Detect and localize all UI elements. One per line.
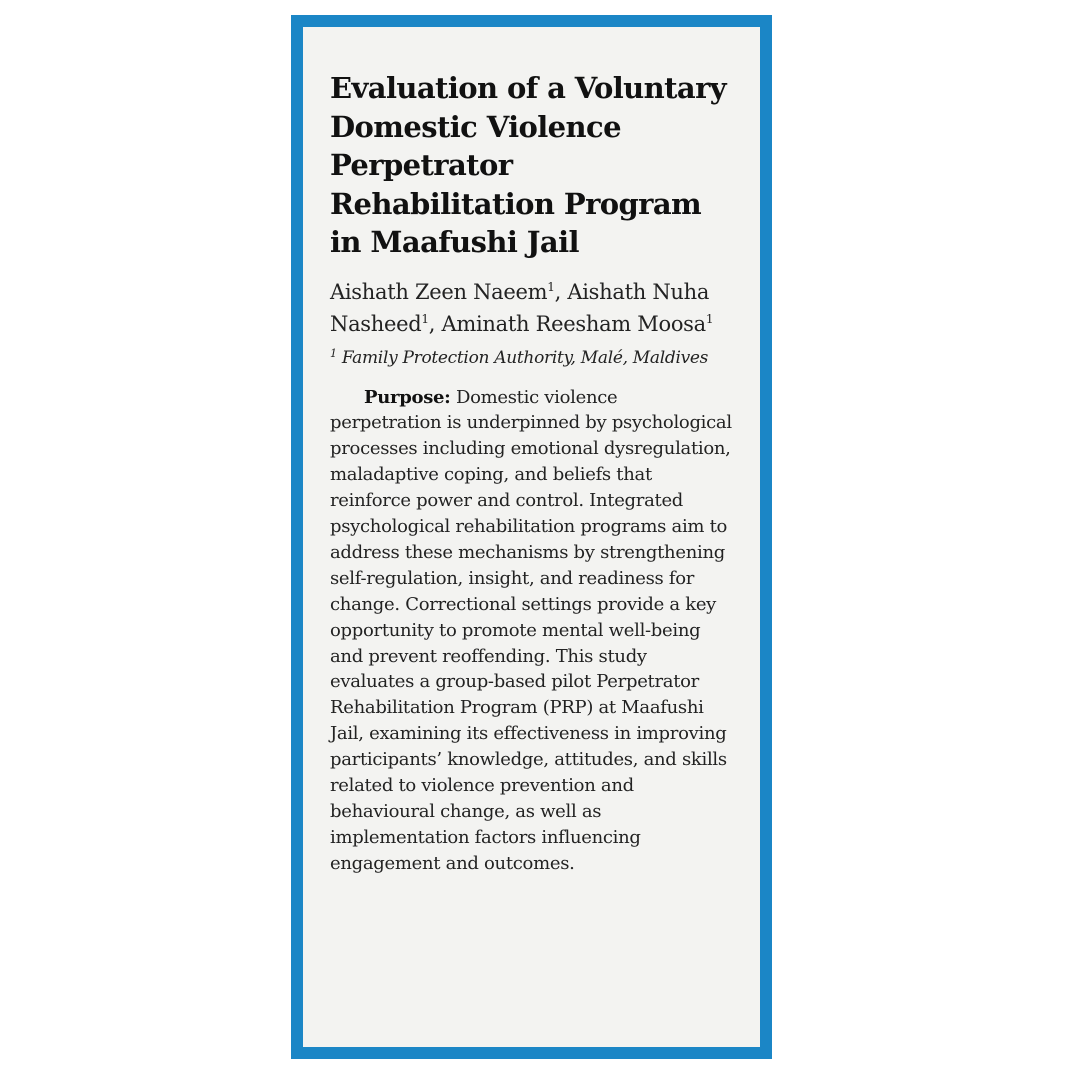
author-separator: , xyxy=(428,312,442,336)
author-affiliation-mark: 1 xyxy=(705,312,714,326)
abstract-text: Domestic violence perpetration is underpinned by psychological processes including emotional dysregulation, maladaptive coping, and beliefs that reinforce power and control. Integrated psychological rehabilitation programs aim to address these mechanisms by strengthening self-regulation, insight, and readiness for change. Correctional settings provide a key opportunity to promote mental well-being and prevent reoffending. This study evaluates a group-based pilot Perpetrator Rehabilitation Program (PRP) at Maafushi Jail, examining its effectiveness in improving participants’ knowledge, attitudes, and skills related to violence prevention and behavioural change, as well as implementation factors influencing engagement and outcomes. xyxy=(330,386,732,874)
author-affiliation-mark: 1 xyxy=(547,279,555,294)
paper-title: Evaluation of a Voluntary Domestic Violence Perpetrator Rehabilitation Program in Maafushi Jail xyxy=(330,71,727,259)
affiliation-text: Family Protection Authority, Malé, Maldives xyxy=(341,347,709,368)
abstract-label: Purpose: xyxy=(364,386,451,408)
author-name: Aminath Reesham Moosa xyxy=(441,312,706,336)
author-name: Aishath Nuha Nasheed xyxy=(330,279,710,336)
author-list xyxy=(330,276,734,341)
author-name: Aishath Zeen Naeem xyxy=(330,279,548,304)
abstract-paragraph xyxy=(330,385,734,877)
author-affiliation-mark: 1 xyxy=(421,312,429,326)
abstract-card-panel xyxy=(303,27,760,1047)
abstract-card xyxy=(291,15,772,1059)
affiliation-mark: 1 xyxy=(330,346,337,360)
affiliation xyxy=(330,345,734,371)
author-separator: , xyxy=(554,279,568,304)
